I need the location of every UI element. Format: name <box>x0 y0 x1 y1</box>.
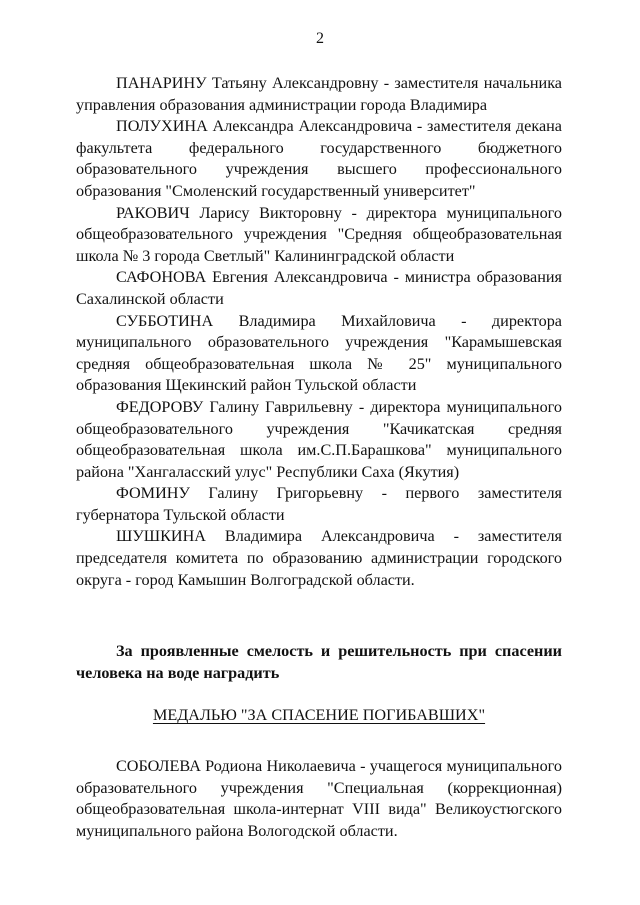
text-line: общеобразовательного учреждения "Качикатская средняя <box>76 419 562 438</box>
text-line: образовательного учреждения высшего профессионального <box>76 160 562 179</box>
section-spacer <box>76 727 562 756</box>
award-list-entry <box>76 203 562 268</box>
text-line: школа № 3 города Светлый" Калининградской области <box>76 246 455 265</box>
text-line: ФЕДОРОВУ Галину Гаврильевну - директора муниципального <box>116 397 562 416</box>
award-list-entry <box>76 526 562 591</box>
text-line: района "Хангаласский улус" Республики Саха (Якутия) <box>76 462 460 481</box>
text-line: САФОНОВА Евгения Александровича - министра образования <box>116 268 562 287</box>
medal-recipient-entry <box>76 756 562 842</box>
text-line: общеобразовательная школа им.С.П.Барашкова" муниципального <box>76 441 562 460</box>
section-spacer <box>76 684 562 705</box>
text-line: РАКОВИЧ Ларису Викторовну - директора муниципального <box>116 203 562 222</box>
section-spacer <box>76 591 562 641</box>
text-line: образовательного учреждения "Специальная (коррекционная) <box>76 778 562 797</box>
text-line: управления образования администрации города Владимира <box>76 95 488 114</box>
text-line: общеобразовательная школа-интернат VIII вида" Великоустюгского <box>76 800 562 819</box>
award-list-entry <box>76 311 562 397</box>
text-line: губернатора Тульской области <box>76 505 285 524</box>
text-line: округа - город Камышин Волгоградской области. <box>76 570 415 589</box>
text-line: муниципального района Вологодской области. <box>76 821 398 840</box>
text-line: ПОЛУХИНА Александра Александровича - заместителя декана <box>116 117 562 136</box>
text-line: СУББОТИНА Владимира Михайловича - директора <box>116 311 562 330</box>
text-line: СОБОЛЕВА Родиона Николаевича - учащегося муниципального <box>116 757 562 776</box>
text-line: ШУШКИНА Владимира Александровича - заместителя <box>116 527 562 546</box>
text-line: председателя комитета по образованию администрации городского <box>76 549 562 568</box>
text-line: ПАНАРИНУ Татьяну Александровну - заместителя начальника <box>116 74 562 92</box>
document-body <box>76 73 562 842</box>
text-line: муниципального образовательного учреждения "Карамышевская <box>76 333 562 352</box>
text-line: образования Щекинский район Тульской области <box>76 376 417 395</box>
text-line: образования "Смоленский государственный университет" <box>76 181 476 200</box>
award-list-entry <box>76 397 562 483</box>
heading-line: человека на воде наградить <box>76 663 280 682</box>
text-line: ФОМИНУ Галину Григорьевну - первого заместителя <box>116 484 562 503</box>
text-line: Сахалинской области <box>76 289 224 308</box>
award-list-entry <box>76 116 562 202</box>
medal-title: МЕДАЛЬЮ "ЗА СПАСЕНИЕ ПОГИБАВШИХ" <box>152 706 486 725</box>
award-list-entry <box>76 483 562 526</box>
heading-line: За проявленные смелость и решительность при спасении <box>116 642 562 661</box>
page-number: 2 <box>316 30 324 47</box>
award-list-entry <box>76 73 562 116</box>
award-heading <box>76 641 562 684</box>
text-line: факультета федерального государственного бюджетного <box>76 138 562 157</box>
text-line: общеобразовательного учреждения "Средняя общеобразовательная <box>76 225 562 244</box>
award-list-entry <box>76 267 562 310</box>
text-line: средняя общеобразовательная школа № 25" муниципального <box>76 354 562 373</box>
